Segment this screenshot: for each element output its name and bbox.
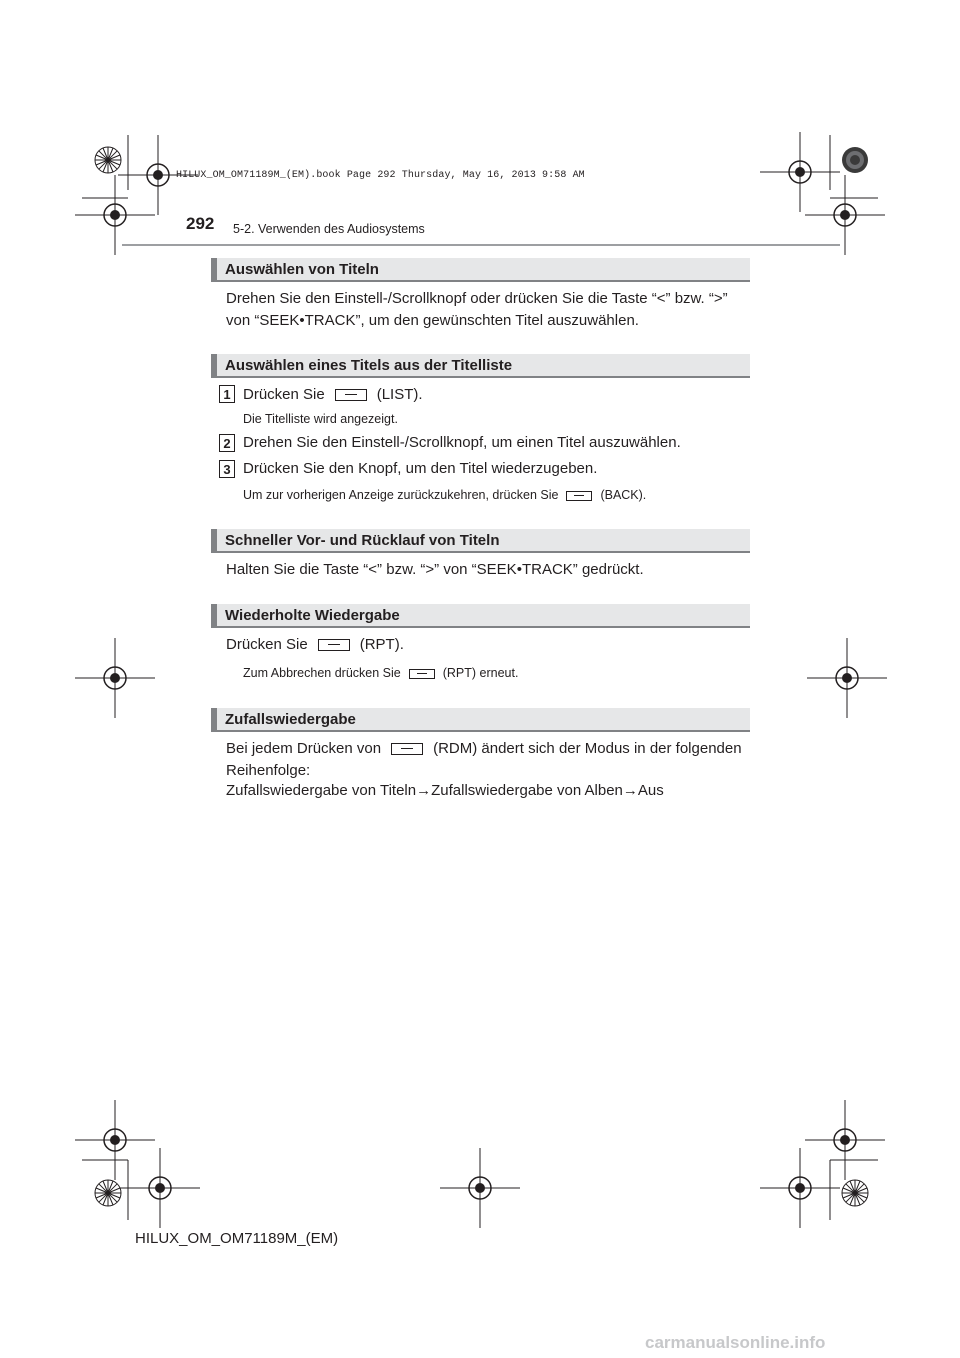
note-text-part: (BACK).	[600, 488, 647, 502]
registration-star-icon	[842, 1180, 868, 1206]
note-text-part: (RPT) erneut.	[442, 666, 519, 680]
note-text-part: Zum Abbrechen drücken Sie	[243, 666, 401, 680]
section-heading-fast-forward	[211, 529, 750, 553]
step-number: 3	[219, 460, 235, 478]
registration-cross-icon	[120, 1148, 200, 1228]
section-heading-shuffle	[211, 708, 750, 732]
footer-code: HILUX_OM_OM71189M_(EM)	[135, 1230, 339, 1247]
file-info-header: HILUX_OM_OM71189M_(EM).book Page 292 Thursday, May 16, 2013 9:58 AM	[176, 170, 585, 181]
step-text	[243, 384, 423, 406]
registration-cross-icon	[440, 1148, 520, 1228]
section-title: Schneller Vor- und Rücklauf von Titeln	[225, 532, 500, 549]
paragraph-line: Halten Sie die Taste “<” bzw. “>” von “SEEK•TRACK” gedrückt.	[226, 561, 644, 578]
chapter-title: 5-2. Verwenden des Audiosystems	[233, 222, 425, 236]
step-text: Drücken Sie den Knopf, um den Titel wiederzugeben.	[243, 460, 598, 477]
step-note	[243, 488, 646, 502]
step-number: 2	[219, 434, 235, 452]
rdm-button-icon	[391, 743, 423, 755]
text-part: Bei jedem Drücken von	[226, 740, 382, 757]
watermark: carmanualsonline.info	[645, 1333, 826, 1352]
paragraph-line: Drehen Sie den Einstell-/Scrollknopf oder drücken Sie die Taste “<” bzw. “>”	[226, 290, 728, 307]
page-number: 292	[186, 214, 215, 233]
section-title: Zufallswiedergabe	[225, 711, 356, 728]
section-heading-repeat	[211, 604, 750, 628]
section-heading-track-list	[211, 354, 750, 378]
note-text-part: Um zur vorherigen Anzeige zurückzukehren, drücken Sie	[243, 488, 559, 502]
registration-cross-icon	[805, 1100, 885, 1180]
registration-cross-icon	[75, 175, 155, 255]
section-title: Wiederholte Wiedergabe	[225, 607, 400, 624]
rpt-button-icon	[409, 669, 435, 679]
step-number: 1	[219, 385, 235, 403]
registration-cross-icon	[760, 132, 840, 212]
step-note: Die Titelliste wird angezeigt.	[243, 412, 398, 426]
registration-cross-icon	[75, 638, 155, 718]
note-line	[243, 666, 518, 680]
registration-cross-icon	[805, 175, 885, 255]
rpt-button-icon	[318, 639, 350, 651]
back-button-icon	[566, 491, 592, 501]
registration-cross-icon	[75, 1100, 155, 1180]
paragraph-line	[226, 634, 404, 656]
registration-dark-icon	[842, 147, 868, 173]
section-title: Auswählen von Titeln	[225, 261, 379, 278]
text-part: (RDM) ändert sich der Modus in der folgenden	[433, 740, 742, 757]
step-text-part: Drücken Sie	[243, 386, 325, 403]
registration-star-icon	[95, 1180, 121, 1206]
paragraph-line	[226, 738, 742, 760]
step-text: Drehen Sie den Einstell-/Scrollknopf, um einen Titel auszuwählen.	[243, 434, 681, 451]
registration-cross-icon	[807, 638, 887, 718]
header-rule	[122, 244, 840, 246]
paragraph-line: Zufallswiedergabe von Titeln→Zufallswiedergabe von Alben→Aus	[226, 782, 664, 799]
paragraph-line: Reihenfolge:	[226, 762, 311, 779]
list-button-icon	[335, 389, 367, 401]
step-text-part: (LIST).	[376, 386, 423, 403]
text-part: Drücken Sie	[226, 636, 308, 653]
text-part: (RPT).	[359, 636, 404, 653]
section-heading-select-tracks	[211, 258, 750, 282]
paragraph-line: von “SEEK•TRACK”, um den gewünschten Titel auszuwählen.	[226, 312, 639, 329]
registration-cross-icon	[760, 1148, 840, 1228]
registration-star-icon	[95, 147, 121, 173]
section-title: Auswählen eines Titels aus der Titelliste	[225, 357, 513, 374]
